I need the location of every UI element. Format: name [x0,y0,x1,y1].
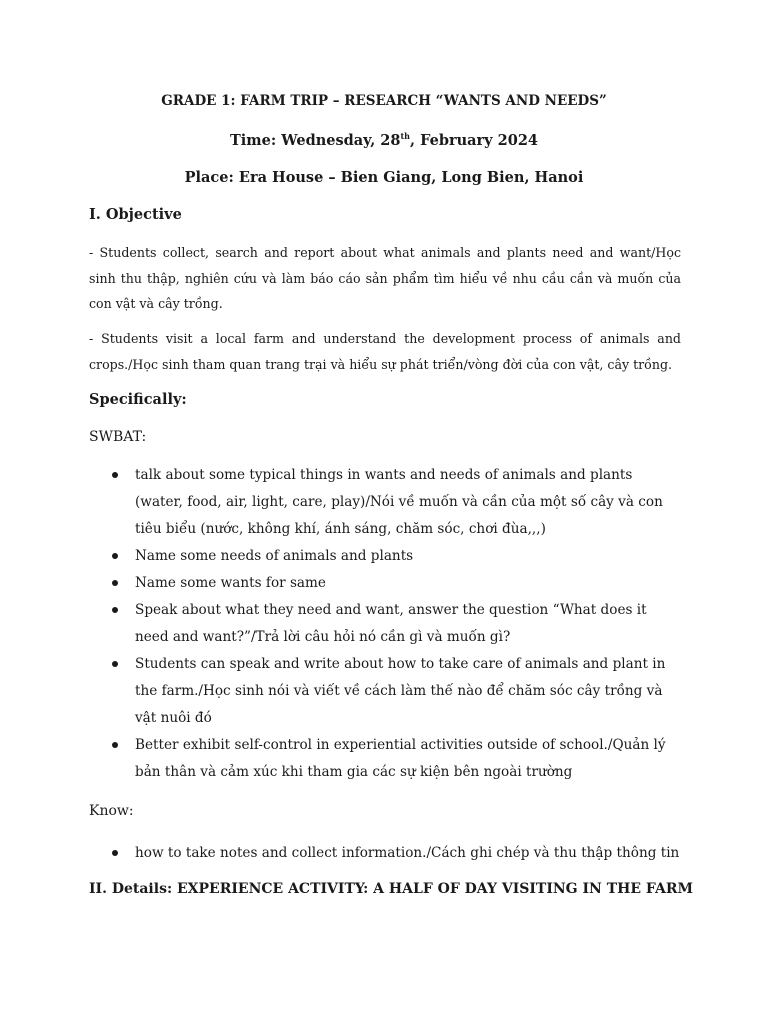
trip-time-text: Time: Wednesday, 28 [229,132,401,149]
objective-paragraph: - Students collect, search and report about what animals and plants need and want/Học sinh thu thập, nghiên cứu và làm báo cáo sản phẩm tìm hiểu về nhu cầu cần và muốn của con vật và cây trồng. [89,245,681,311]
know-list [0,840,680,867]
list-item [0,570,680,597]
list-item [0,462,680,543]
trip-time-ordinal: th [400,131,410,141]
bullet-icon [112,580,118,586]
bullet-icon [112,472,118,478]
details-heading: II. Details: EXPERIENCE ACTIVITY: A HALF OF DAY VISITING IN THE FARM [89,881,694,897]
list-item [0,732,680,786]
list-item-text: Students can speak and write about how to take care of animals and plant in the farm./Học sinh nói và viết về cách làm thế nào để chăm sóc cây trồng và vật nuôi đó [135,656,666,726]
trip-time-rest: , February 2024 [410,132,539,149]
objective-paragraph: - Students visit a local farm and understand the development process of animals and crops./Học sinh tham quan trang trại và hiểu sự phát triển/vòng đời của con vật, cây trồng. [89,331,681,372]
objective-heading: I. Objective [89,206,182,223]
bullet-icon [112,553,118,559]
trip-place: Place: Era House – Bien Giang, Long Bien, Hanoi [184,169,584,186]
list-item [0,840,680,867]
list-item [0,543,680,570]
bullet-icon [112,850,118,856]
specifically-heading: Specifically: [89,391,187,408]
list-item [0,597,680,651]
list-item-text: Name some needs of animals and plants [135,548,414,564]
swbat-label: SWBAT: [89,429,147,445]
document-title: GRADE 1: FARM TRIP – RESEARCH “WANTS AND NEEDS” [161,93,607,109]
swbat-list [0,462,680,786]
bullet-icon [112,661,118,667]
list-item-text: Better exhibit self-control in experiential activities outside of school./Quản lý bản thân và cảm xúc khi tham gia các sự kiện bên ngoài trường [135,737,666,780]
bullet-icon [112,742,118,748]
list-item-text: how to take notes and collect information./Cách ghi chép và thu thập thông tin [135,845,680,861]
list-item-text: talk about some typical things in wants and needs of animals and plants (water, food, air, light, care, play)/Nói về muốn và cần của một số cây và con tiêu biểu (nước, không khí, ánh sáng, chăm sóc, chơi đùa,,,) [135,467,663,537]
know-label: Know: [89,803,134,819]
list-item [0,651,680,732]
list-item-text: Speak about what they need and want, answer the question “What does it need and want?”/Trả lời câu hỏi nó cần gì và muốn gì? [135,602,647,645]
bullet-icon [112,607,118,613]
list-item-text: Name some wants for same [135,575,326,591]
trip-time [0,131,768,149]
